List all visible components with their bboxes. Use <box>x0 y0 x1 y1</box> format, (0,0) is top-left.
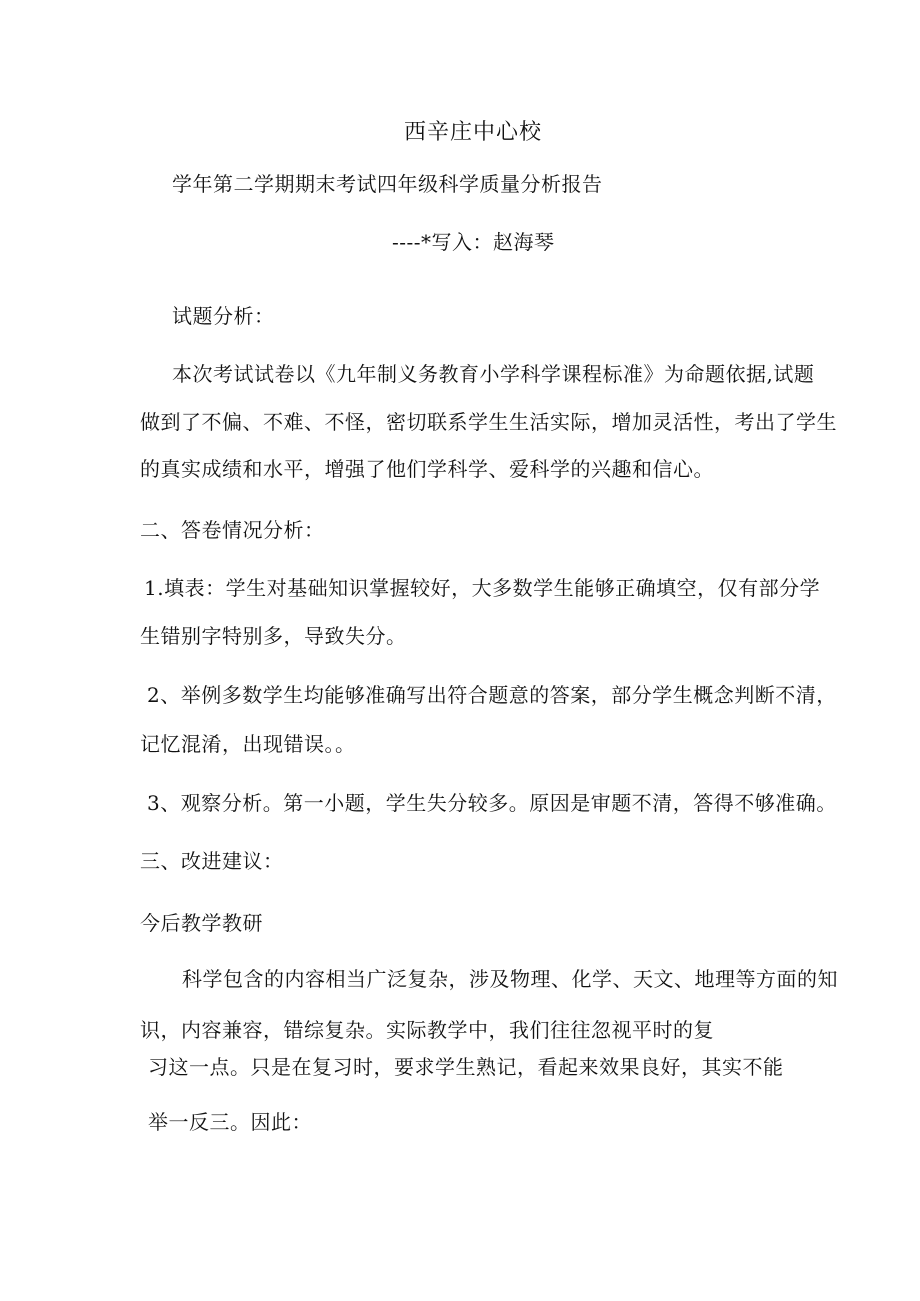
list-item-line: 生错别字特别多，导致失分。 <box>140 624 407 648</box>
list-item-line: 记忆混淆，出现错误。。 <box>140 732 356 756</box>
paragraph-line: 举一反三。因此： <box>148 1110 312 1134</box>
report-title: 学年第二学期期末考试四年级科学质量分析报告 <box>172 172 603 196</box>
list-item-line: 1.填表：学生对基础知识掌握较好，大多数学生能够正确填空，仅有部分学 <box>144 576 821 600</box>
list-item-line: 3、观察分析。第一小题，学生失分较多。原因是审题不清，答得不够准确。 <box>147 791 837 815</box>
paragraph-line: 习这一点。只是在复习时，要求学生熟记，看起来效果良好，其实不能 <box>148 1055 784 1079</box>
section-heading-suggestions: 三、改进建议： <box>140 849 284 873</box>
paragraph-line: 科学包含的内容相当广泛复杂，涉及物理、化学、天文、地理等方面的知 <box>182 967 838 991</box>
section-heading-analysis: 试题分析： <box>172 304 275 328</box>
paragraph-line: 做到了不偏、不难、不怪，密切联系学生生活实际，增加灵活性，考出了学生 <box>140 410 837 434</box>
paragraph-line: 的真实成绩和水平，增强了他们学科学、爱科学的兴趣和信心。 <box>140 457 714 481</box>
subheading: 今后教学教研 <box>140 911 263 935</box>
paragraph-line: 识，内容兼容，错综复杂。实际教学中，我们往往忽视平时的复 <box>140 1018 714 1042</box>
list-item-line: 2、举例多数学生均能够准确写出符合题意的答案，部分学生概念判断不清， <box>147 683 837 707</box>
author-line: ----*写入：赵海琴 <box>392 230 555 254</box>
section-heading-answers: 二、答卷情况分析： <box>140 518 325 542</box>
school-name: 西辛庄中心校 <box>404 120 543 145</box>
paragraph-line: 本次考试试卷以《九年制义务教育小学科学课程标准》为命题依据,试题 <box>172 362 815 386</box>
